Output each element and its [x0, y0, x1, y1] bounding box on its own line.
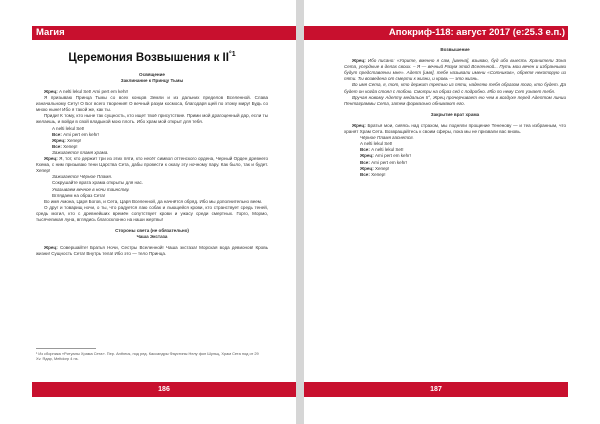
stage-direction: Вручая новому Адепту медальон II°, Жрец прочерчивает ею чем в воздухе перед Адептом линии Пентаграммы Сета, затем формально обнимают его. [344, 94, 566, 106]
right-running-header: Апокриф-118: август 2017 (е:25.3 е.п.) [304, 26, 568, 39]
chant-line: Вглядаем на образ Сета! [52, 192, 106, 198]
section-title: Стороны света (не обязательно) [115, 228, 189, 234]
paragraph: Жрец: Братья мои, сияясь над страхом, мы подняли прощение Тененову — и теа избранным, что хранят Храм Сета. Возвращайтесь к своим сферы, пока мы не призвали вас вновь. [344, 122, 566, 135]
chapter-title: Церемония Возвышения к $II^{^\circ 1}$ [68, 51, 236, 64]
chant-line: Жрец: Хепер! [52, 137, 82, 143]
stage-direction: Чёрное Пламя гаснется. [360, 135, 414, 141]
paragraph: Во имя Сета, я, тот, кто держит третью из пяти, наделяю тебя образом того, кто будет. Да будет он когда стоял с тобою. Смотри на образ сей с подробно. Ибо по нему Сет узнает тебя. [344, 82, 566, 94]
header-rule [32, 39, 296, 40]
footnote: ¹ Из сборника «Ритуалы Храма Сета». Пер. Antheus, под ред. Кассандры Фаустины Нелу фон Шульц, Храм Сета под от 29 Xv. Ядар, Meltdorp 4 ns. [36, 351, 259, 362]
paragraph: Жрец: A nelti lekul Set! Ami pert em kehr! [44, 89, 129, 95]
paragraph: Приди! К тому, кто ныне так сущность, кто ищет твоё присутствие. Прими мой драгоценный дар, если ты желаешь, и войди в свой владыкой мою плоть. Ибо храм мой открыт для тебя. [36, 113, 268, 125]
section-title: Возвышение [440, 47, 470, 52]
chant-line: Все: A nelti lekul Set! [360, 147, 404, 153]
right-page [304, 0, 600, 424]
chant-line: Все: Хепер! [360, 171, 386, 177]
chant-line: Жрец: Хепер! [360, 165, 390, 171]
stage-direction: Зажигается пламя храма. [52, 149, 109, 155]
stage-direction: Зажигается Чёрное Пламя. [52, 174, 113, 180]
paragraph: О друг и товарищ ночи, о ты, что радуется лаю собак и льющейся крови, кто странствует средь теней, средь могил, кто с древнейших времён сопутствует крови и ужасу среди смертных. Горго, Мормо, тысячеликая луна, вглядись благосклонно на наши жертвы! [36, 204, 268, 222]
paragraph: Жрец: Я, тот, кто держит три из этих пяти, кто несёт символ оттенского ордена, Черный Орден древнего Кхема, с ним призываю тени Царства Сета, дабы провести к оказу эту ночному пару. Как было, так и будет. Хепер! [36, 156, 269, 174]
chant-line: Все: Ami pert em kehr! [360, 159, 408, 165]
left-running-header: Магия [32, 26, 296, 39]
chant-line: Сокрушайте врата храма открыты для нас. [52, 180, 144, 186]
chant-line: Все: Хепер! [52, 143, 78, 149]
chant-line: Все: Ami pert em kehr! [52, 131, 100, 137]
header-rule [304, 39, 568, 40]
paragraph: Жрец: Ибо писано: «Узрите, вменно я сам, [имена], взываю, буд ибо выесть Хранители Зона Сета, усердные в делах своих. – Я — вечный Разум этой Вселенной... Путь мои вечен и избранными будут представлены мне». Адепт [имя], тебе называли имени «Сотников», обретя некоторую из пяти. Ты возведена от смерти к жизни, и кровь — это жизнь. [344, 58, 566, 82]
page-number-right: 187 [304, 382, 568, 397]
section-title: Освящение [139, 71, 165, 77]
paragraph: Я призываю Принца Тьмы со всех концов Земли и из дальних пределов Вселенной. Слава изначальному Сету! О Бог всего творения! О вечный разум космоса, благодаря щей по этому миру! Будь со мною ныне! Ибо я такой же, как ты. [36, 95, 268, 113]
paragraph: Во имя Амона, Царя Богов, и Сета, Царя Вселенной, да начнётся обряд. Ибо мы дополнительно веем. [44, 198, 263, 204]
book-gutter [296, 0, 304, 424]
left-page-content [36, 44, 268, 257]
right-page-content [344, 44, 566, 178]
chant-line: A nelti lekul Set! [52, 125, 85, 131]
section-subtitle: Заклинание к Принцу Тьмы [120, 77, 184, 83]
section-subtitle: Чаша Экстаза [136, 234, 168, 240]
section-title: Закрытие врат храма [430, 111, 480, 117]
left-page [0, 0, 296, 424]
page-number-left: 186 [32, 382, 296, 397]
stage-direction: Указываем вечное в ночи таинству. [52, 186, 130, 192]
paragraph: Жрец: Совершайте! Братья Ночи, Сестры Вселенной! Чаша экстаза! Морская вода девионов! Кровь жизни! Сущность Сета! Внутрь тела! Ибо это — тело Принца. [36, 245, 269, 257]
footnote-rule [36, 348, 96, 349]
chant-line: Жрец: Ami pert em kehr! [360, 153, 411, 159]
chant-line: A nelti lekul Set! [360, 141, 393, 147]
